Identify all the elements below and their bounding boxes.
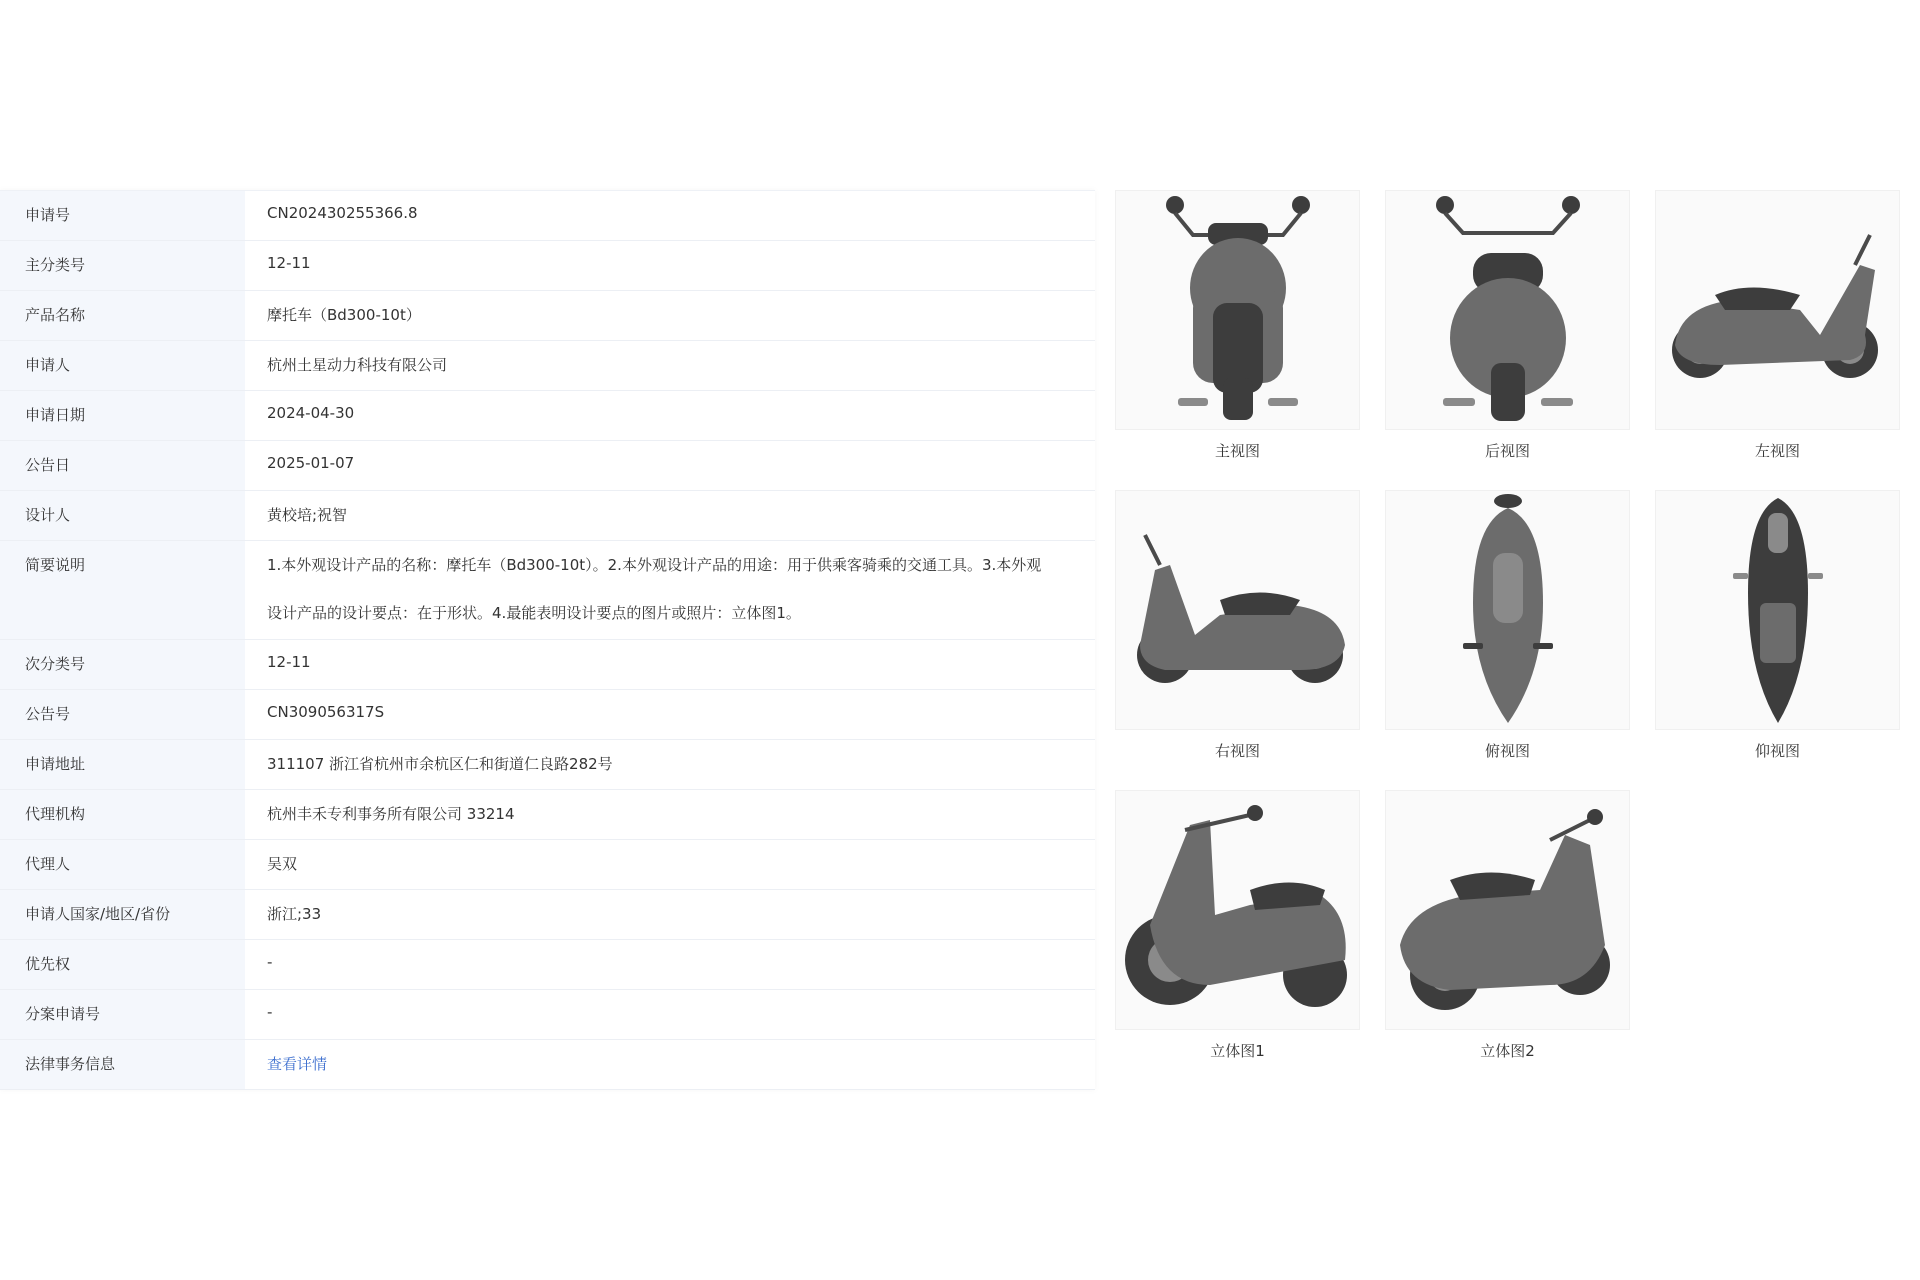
row-secondary-class: [0, 640, 1095, 690]
row-designer: [0, 491, 1095, 541]
patent-info-table: [0, 190, 1095, 1090]
view-top[interactable]: [1385, 490, 1630, 761]
label-publication-date: 公告日: [0, 441, 245, 490]
row-legal-info: [0, 1040, 1095, 1090]
scooter-top-view-icon: [1448, 493, 1568, 728]
scooter-left-view-icon: [1660, 225, 1895, 395]
rear-view-thumbnail[interactable]: [1385, 190, 1630, 430]
label-product-name: 产品名称: [0, 291, 245, 340]
value-secondary-class: 12-11: [245, 640, 1095, 689]
left-view-caption: 左视图: [1754, 442, 1800, 460]
value-brief-description: 1.本外观设计产品的名称：摩托车（Bd300-10t）。2.本外观设计产品的用途：用于供乘客骑乘的交通工具。3.本外观设计产品的设计要点：在于形状。4.最能表明设计要点的图片或照片：立体图1。: [245, 541, 1095, 639]
value-application-number: CN202430255366.8: [245, 191, 1095, 240]
right-view-thumbnail[interactable]: [1115, 490, 1360, 730]
row-applicant-region: [0, 890, 1095, 940]
row-product-name: [0, 291, 1095, 341]
left-view-thumbnail[interactable]: [1655, 190, 1900, 430]
value-application-date: 2024-04-30: [245, 391, 1095, 440]
label-application-date: 申请日期: [0, 391, 245, 440]
right-view-caption: 右视图: [1214, 742, 1260, 760]
value-publication-number: CN309056317S: [245, 690, 1095, 739]
value-priority: -: [245, 940, 1095, 989]
front-view-caption: 主视图: [1214, 442, 1260, 460]
label-applicant-region: 申请人国家/地区/省份: [0, 890, 245, 939]
scooter-right-view-icon: [1120, 525, 1355, 695]
row-publication-number: [0, 690, 1095, 740]
row-applicant: [0, 341, 1095, 391]
row-agent: [0, 840, 1095, 890]
label-agency: 代理机构: [0, 790, 245, 839]
row-application-date: [0, 391, 1095, 441]
value-applicant-region: 浙江;33: [245, 890, 1095, 939]
value-agency: 杭州丰禾专利事务所有限公司 33214: [245, 790, 1095, 839]
value-divisional-application: -: [245, 990, 1095, 1039]
value-legal-info: [245, 1040, 1095, 1089]
label-divisional-application: 分案申请号: [0, 990, 245, 1039]
label-legal-info: 法律事务信息: [0, 1040, 245, 1089]
label-designer: 设计人: [0, 491, 245, 540]
row-brief-description: [0, 541, 1095, 640]
label-brief-description: 简要说明: [0, 541, 245, 639]
value-publication-date: 2025-01-07: [245, 441, 1095, 490]
value-designer: 黄校培;祝智: [245, 491, 1095, 540]
perspective-1-thumbnail[interactable]: [1115, 790, 1360, 1030]
scooter-bottom-view-icon: [1718, 493, 1838, 728]
label-main-class: 主分类号: [0, 241, 245, 290]
label-priority: 优先权: [0, 940, 245, 989]
front-view-thumbnail[interactable]: [1115, 190, 1360, 430]
value-product-name: 摩托车（Bd300-10t）: [245, 291, 1095, 340]
value-main-class: 12-11: [245, 241, 1095, 290]
top-view-caption: 俯视图: [1484, 742, 1530, 760]
view-bottom[interactable]: [1655, 490, 1900, 761]
perspective-1-caption: 立体图1: [1210, 1042, 1265, 1060]
top-view-thumbnail[interactable]: [1385, 490, 1630, 730]
view-details-link[interactable]: 查看详情: [267, 1055, 328, 1073]
view-left[interactable]: [1655, 190, 1900, 461]
value-applicant-address: 311107 浙江省杭州市余杭区仁和街道仁良路282号: [245, 740, 1095, 789]
row-divisional-application: [0, 990, 1095, 1040]
scooter-perspective-1-icon: [1120, 795, 1355, 1025]
label-application-number: 申请号: [0, 191, 245, 240]
perspective-2-caption: 立体图2: [1480, 1042, 1535, 1060]
row-agency: [0, 790, 1095, 840]
view-perspective-2[interactable]: [1385, 790, 1630, 1061]
bottom-view-caption: 仰视图: [1754, 742, 1800, 760]
value-applicant: 杭州土星动力科技有限公司: [245, 341, 1095, 390]
scooter-front-view-icon: [1153, 193, 1323, 428]
view-front[interactable]: [1115, 190, 1360, 461]
row-applicant-address: [0, 740, 1095, 790]
view-rear[interactable]: [1385, 190, 1630, 461]
rear-view-caption: 后视图: [1484, 442, 1530, 460]
label-applicant-address: 申请地址: [0, 740, 245, 789]
row-publication-date: [0, 441, 1095, 491]
label-publication-number: 公告号: [0, 690, 245, 739]
label-applicant: 申请人: [0, 341, 245, 390]
view-right[interactable]: [1115, 490, 1360, 761]
scooter-perspective-2-icon: [1390, 795, 1625, 1025]
view-perspective-1[interactable]: [1115, 790, 1360, 1061]
scooter-rear-view-icon: [1423, 193, 1593, 428]
bottom-view-thumbnail[interactable]: [1655, 490, 1900, 730]
row-priority: [0, 940, 1095, 990]
value-agent: 吴双: [245, 840, 1095, 889]
row-application-number: [0, 191, 1095, 241]
label-agent: 代理人: [0, 840, 245, 889]
perspective-2-thumbnail[interactable]: [1385, 790, 1630, 1030]
row-main-class: [0, 241, 1095, 291]
label-secondary-class: 次分类号: [0, 640, 245, 689]
